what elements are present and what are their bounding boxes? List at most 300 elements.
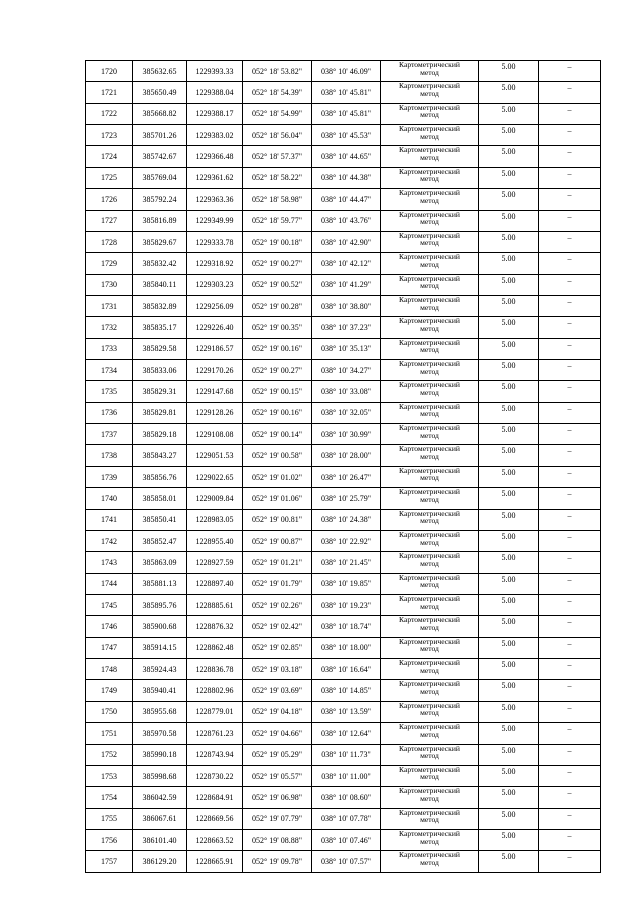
point-number-cell: 1741 [86,509,133,530]
method-line-1: Картометрический [399,124,460,134]
method-line-1: Картометрический [399,359,460,369]
longitude-cell: 038° 10' 38.80" [312,295,381,316]
point-number-cell: 1751 [86,723,133,744]
note-cell: – [539,466,601,487]
method-line-2: метод [420,452,439,462]
accuracy-cell: 5.00 [479,723,539,744]
accuracy-cell: 5.00 [479,466,539,487]
x-coordinate-cell: 385843.27 [133,445,187,466]
accuracy-cell: 5.00 [479,637,539,658]
point-number-cell: 1755 [86,808,133,829]
accuracy-cell: 5.00 [479,808,539,829]
latitude-cell: 052° 19' 02.42" [243,616,312,637]
point-number-cell: 1742 [86,530,133,551]
longitude-cell: 038° 10' 28.00" [312,445,381,466]
method-cell [381,659,479,680]
method-cell [381,210,479,231]
method-line-1: Картометрический [399,316,460,326]
note-cell: – [539,274,601,295]
latitude-cell: 052° 18' 53.82" [243,61,312,82]
method-line-2: метод [420,494,439,504]
method-line-1: Картометрический [399,231,460,240]
longitude-cell: 038° 10' 18.00" [312,637,381,658]
method-line-2: метод [420,836,439,846]
note-cell: – [539,573,601,594]
table-row [86,445,601,466]
note-cell: – [539,360,601,381]
table-row [86,829,601,850]
table-row [86,295,601,316]
method-line-1: Картометрический [399,210,460,219]
method-line-1: Картометрический [399,81,460,91]
accuracy-cell: 5.00 [479,82,539,103]
x-coordinate-cell: 385769.04 [133,167,187,188]
method-cell [381,189,479,210]
note-cell: – [539,829,601,850]
point-number-cell: 1731 [86,295,133,316]
accuracy-cell: 5.00 [479,125,539,146]
table-row [86,274,601,295]
note-cell: – [539,231,601,252]
method-line-2: метод [420,302,439,312]
x-coordinate-cell: 385832.42 [133,253,187,274]
method-line-2: метод [420,387,439,397]
latitude-cell: 052° 19' 00.81" [243,509,312,530]
method-line-1: Картометрический [399,850,460,860]
longitude-cell: 038° 10' 18.74" [312,616,381,637]
longitude-cell: 038° 10' 11.73" [312,744,381,765]
longitude-cell: 038° 10' 42.90" [312,231,381,252]
longitude-cell: 038° 10' 16.64" [312,659,381,680]
point-number-cell: 1723 [86,125,133,146]
latitude-cell: 052° 19' 07.79" [243,808,312,829]
method-cell [381,594,479,615]
point-number-cell: 1730 [86,274,133,295]
accuracy-cell: 5.00 [479,317,539,338]
note-cell: – [539,765,601,786]
y-coordinate-cell: 1229226.40 [187,317,243,338]
longitude-cell: 038° 10' 37.23" [312,317,381,338]
y-coordinate-cell: 1229349.99 [187,210,243,231]
method-cell [381,509,479,530]
method-line-2: метод [420,430,439,440]
method-line-1: Картометрический [399,423,460,433]
method-line-2: метод [420,708,439,718]
longitude-cell: 038° 10' 07.46" [312,829,381,850]
table-row [86,231,601,252]
note-cell: – [539,787,601,808]
longitude-cell: 038° 10' 24.38" [312,509,381,530]
method-line-1: Картометрический [399,701,460,710]
latitude-cell: 052° 19' 00.27" [243,360,312,381]
x-coordinate-cell: 385850.41 [133,509,187,530]
method-line-1: Картометрический [399,615,460,625]
method-line-2: метод [420,174,439,184]
table-row [86,317,601,338]
method-line-1: Картометрический [399,60,460,69]
method-line-2: метод [420,281,439,291]
note-cell: – [539,146,601,167]
note-cell: – [539,445,601,466]
table-row [86,125,601,146]
table-row [86,253,601,274]
latitude-cell: 052° 18' 58.98" [243,189,312,210]
method-cell [381,61,479,82]
method-line-2: метод [420,815,439,825]
table-row [86,167,601,188]
note-cell: – [539,723,601,744]
latitude-cell: 052° 19' 06.98" [243,787,312,808]
note-cell: – [539,594,601,615]
point-number-cell: 1744 [86,573,133,594]
y-coordinate-cell: 1228836.78 [187,659,243,680]
longitude-cell: 038° 10' 12.64" [312,723,381,744]
longitude-cell: 038° 10' 08.60" [312,787,381,808]
note-cell: – [539,424,601,445]
method-cell [381,488,479,509]
latitude-cell: 052° 18' 54.39" [243,82,312,103]
accuracy-cell: 5.00 [479,701,539,722]
table-row [86,61,601,82]
accuracy-cell: 5.00 [479,787,539,808]
latitude-cell: 052° 19' 00.28" [243,295,312,316]
table-row [86,808,601,829]
y-coordinate-cell: 1229361.62 [187,167,243,188]
longitude-cell: 038° 10' 14.85" [312,680,381,701]
latitude-cell: 052° 18' 54.99" [243,103,312,124]
y-coordinate-cell: 1228802.96 [187,680,243,701]
point-number-cell: 1743 [86,552,133,573]
x-coordinate-cell: 385829.31 [133,381,187,402]
method-line-1: Картометрический [399,188,460,198]
note-cell: – [539,509,601,530]
y-coordinate-cell: 1228669.56 [187,808,243,829]
x-coordinate-cell: 385900.68 [133,616,187,637]
method-line-1: Картометрический [399,167,460,176]
x-coordinate-cell: 385990.18 [133,744,187,765]
method-line-1: Картометрический [399,658,460,668]
accuracy-cell: 5.00 [479,360,539,381]
method-line-2: метод [420,751,439,761]
method-cell [381,723,479,744]
longitude-cell: 038° 10' 07.57" [312,851,381,872]
point-number-cell: 1757 [86,851,133,872]
longitude-cell: 038° 10' 19.23" [312,594,381,615]
longitude-cell: 038° 10' 25.79" [312,488,381,509]
method-cell [381,274,479,295]
latitude-cell: 052° 19' 02.26" [243,594,312,615]
latitude-cell: 052° 19' 00.15" [243,381,312,402]
x-coordinate-cell: 385650.49 [133,82,187,103]
table-body [86,61,601,873]
x-coordinate-cell: 385829.58 [133,338,187,359]
y-coordinate-cell: 1229128.26 [187,402,243,423]
latitude-cell: 052° 19' 05.29" [243,744,312,765]
latitude-cell: 052° 19' 00.16" [243,402,312,423]
point-number-cell: 1726 [86,189,133,210]
point-number-cell: 1747 [86,637,133,658]
method-line-1: Картометрический [399,338,460,347]
method-cell [381,744,479,765]
x-coordinate-cell: 385998.68 [133,765,187,786]
point-number-cell: 1736 [86,402,133,423]
method-cell [381,701,479,722]
longitude-cell: 038° 10' 21.45" [312,552,381,573]
latitude-cell: 052° 19' 03.69" [243,680,312,701]
point-number-cell: 1746 [86,616,133,637]
longitude-cell: 038° 10' 19.85" [312,573,381,594]
y-coordinate-cell: 1228885.61 [187,594,243,615]
coordinates-table [85,60,601,873]
y-coordinate-cell: 1229318.92 [187,253,243,274]
y-coordinate-cell: 1229388.04 [187,82,243,103]
latitude-cell: 052° 19' 00.27" [243,253,312,274]
accuracy-cell: 5.00 [479,744,539,765]
method-line-2: метод [420,473,439,483]
method-line-1: Картометрический [399,573,460,582]
longitude-cell: 038° 10' 13.59" [312,701,381,722]
note-cell: – [539,82,601,103]
method-line-2: метод [420,67,439,77]
longitude-cell: 038° 10' 46.09" [312,61,381,82]
point-number-cell: 1748 [86,659,133,680]
note-cell: – [539,381,601,402]
method-cell [381,381,479,402]
latitude-cell: 052° 19' 04.18" [243,701,312,722]
latitude-cell: 052° 19' 01.21" [243,552,312,573]
method-cell [381,637,479,658]
table-row [86,189,601,210]
table-row [86,530,601,551]
x-coordinate-cell: 385852.47 [133,530,187,551]
x-coordinate-cell: 385701.26 [133,125,187,146]
point-number-cell: 1754 [86,787,133,808]
table-row [86,851,601,872]
note-cell: – [539,295,601,316]
point-number-cell: 1720 [86,61,133,82]
note-cell: – [539,189,601,210]
table-row [86,659,601,680]
method-line-2: метод [420,558,439,568]
latitude-cell: 052° 19' 00.35" [243,317,312,338]
method-line-2: метод [420,687,439,697]
note-cell: – [539,680,601,701]
method-line-2: метод [420,153,439,163]
note-cell: – [539,637,601,658]
method-line-2: метод [420,217,439,227]
accuracy-cell: 5.00 [479,445,539,466]
accuracy-cell: 5.00 [479,167,539,188]
method-line-1: Картометрический [399,466,460,475]
longitude-cell: 038° 10' 44.47" [312,189,381,210]
y-coordinate-cell: 1228684.91 [187,787,243,808]
method-line-2: метод [420,601,439,611]
y-coordinate-cell: 1229383.02 [187,125,243,146]
note-cell: – [539,530,601,551]
y-coordinate-cell: 1229009.84 [187,488,243,509]
note-cell: – [539,61,601,82]
point-number-cell: 1725 [86,167,133,188]
point-number-cell: 1749 [86,680,133,701]
point-number-cell: 1724 [86,146,133,167]
y-coordinate-cell: 1228983.05 [187,509,243,530]
accuracy-cell: 5.00 [479,231,539,252]
x-coordinate-cell: 385829.81 [133,402,187,423]
method-cell [381,808,479,829]
accuracy-cell: 5.00 [479,851,539,872]
latitude-cell: 052° 19' 05.57" [243,765,312,786]
y-coordinate-cell: 1228743.94 [187,744,243,765]
method-line-1: Картометрический [399,103,460,112]
accuracy-cell: 5.00 [479,338,539,359]
method-cell [381,466,479,487]
y-coordinate-cell: 1228730.22 [187,765,243,786]
x-coordinate-cell: 385895.76 [133,594,187,615]
latitude-cell: 052° 19' 09.78" [243,851,312,872]
method-cell [381,317,479,338]
latitude-cell: 052° 19' 01.06" [243,488,312,509]
longitude-cell: 038° 10' 11.00" [312,765,381,786]
x-coordinate-cell: 385858.01 [133,488,187,509]
table-row [86,103,601,124]
latitude-cell: 052° 19' 02.85" [243,637,312,658]
longitude-cell: 038° 10' 45.81" [312,103,381,124]
method-line-2: метод [420,622,439,632]
accuracy-cell: 5.00 [479,295,539,316]
method-line-1: Картометрический [399,679,460,689]
note-cell: – [539,210,601,231]
point-number-cell: 1756 [86,829,133,850]
method-cell [381,338,479,359]
method-line-2: метод [420,131,439,141]
table-row [86,466,601,487]
longitude-cell: 038° 10' 22.92" [312,530,381,551]
method-line-2: метод [420,345,439,355]
y-coordinate-cell: 1229388.17 [187,103,243,124]
longitude-cell: 038° 10' 41.29" [312,274,381,295]
accuracy-cell: 5.00 [479,424,539,445]
accuracy-cell: 5.00 [479,210,539,231]
accuracy-cell: 5.00 [479,594,539,615]
method-cell [381,680,479,701]
longitude-cell: 038° 10' 07.78" [312,808,381,829]
y-coordinate-cell: 1229170.26 [187,360,243,381]
method-line-1: Картометрический [399,444,460,454]
method-line-1: Картометрический [399,551,460,561]
latitude-cell: 052° 18' 58.22" [243,167,312,188]
x-coordinate-cell: 385816.89 [133,210,187,231]
note-cell: – [539,701,601,722]
method-cell [381,103,479,124]
method-line-2: метод [420,793,439,803]
longitude-cell: 038° 10' 42.12" [312,253,381,274]
x-coordinate-cell: 385955.68 [133,701,187,722]
note-cell: – [539,488,601,509]
longitude-cell: 038° 10' 45.53" [312,125,381,146]
note-cell: – [539,808,601,829]
table-row [86,82,601,103]
accuracy-cell: 5.00 [479,573,539,594]
table-row [86,573,601,594]
method-cell [381,231,479,252]
note-cell: – [539,402,601,423]
y-coordinate-cell: 1229108.08 [187,424,243,445]
table-row [86,210,601,231]
method-line-1: Картометрический [399,744,460,753]
method-cell [381,765,479,786]
latitude-cell: 052° 19' 03.18" [243,659,312,680]
x-coordinate-cell: 385840.11 [133,274,187,295]
note-cell: – [539,744,601,765]
table-row [86,146,601,167]
method-line-1: Картометрический [399,530,460,539]
point-number-cell: 1734 [86,360,133,381]
accuracy-cell: 5.00 [479,829,539,850]
method-line-2: метод [420,644,439,654]
table-row [86,680,601,701]
method-line-2: метод [420,366,439,376]
y-coordinate-cell: 1228955.40 [187,530,243,551]
method-line-2: метод [420,409,439,419]
method-cell [381,125,479,146]
table-row [86,381,601,402]
method-line-2: метод [420,772,439,782]
method-line-1: Картометрический [399,637,460,646]
method-line-2: метод [420,323,439,333]
latitude-cell: 052° 19' 01.02" [243,466,312,487]
method-line-2: метод [420,88,439,98]
x-coordinate-cell: 386067.61 [133,808,187,829]
latitude-cell: 052° 19' 00.16" [243,338,312,359]
y-coordinate-cell: 1229303.23 [187,274,243,295]
method-line-1: Картометрический [399,594,460,603]
accuracy-cell: 5.00 [479,765,539,786]
point-number-cell: 1740 [86,488,133,509]
table-row [86,594,601,615]
point-number-cell: 1727 [86,210,133,231]
accuracy-cell: 5.00 [479,509,539,530]
y-coordinate-cell: 1229333.78 [187,231,243,252]
y-coordinate-cell: 1229363.36 [187,189,243,210]
table-row [86,424,601,445]
latitude-cell: 052° 19' 00.18" [243,231,312,252]
point-number-cell: 1739 [86,466,133,487]
method-line-1: Картометрический [399,808,460,817]
latitude-cell: 052° 19' 01.79" [243,573,312,594]
y-coordinate-cell: 1229256.09 [187,295,243,316]
note-cell: – [539,125,601,146]
point-number-cell: 1732 [86,317,133,338]
point-number-cell: 1753 [86,765,133,786]
point-number-cell: 1722 [86,103,133,124]
x-coordinate-cell: 385832.89 [133,295,187,316]
point-number-cell: 1750 [86,701,133,722]
method-line-1: Картометрический [399,829,460,838]
method-line-2: метод [420,195,439,205]
method-cell [381,402,479,423]
longitude-cell: 038° 10' 44.65" [312,146,381,167]
x-coordinate-cell: 385835.17 [133,317,187,338]
accuracy-cell: 5.00 [479,189,539,210]
method-cell [381,146,479,167]
y-coordinate-cell: 1229051.53 [187,445,243,466]
table-row [86,360,601,381]
method-line-2: метод [420,110,439,120]
x-coordinate-cell: 385742.67 [133,146,187,167]
latitude-cell: 052° 19' 00.58" [243,445,312,466]
point-number-cell: 1745 [86,594,133,615]
method-cell [381,360,479,381]
